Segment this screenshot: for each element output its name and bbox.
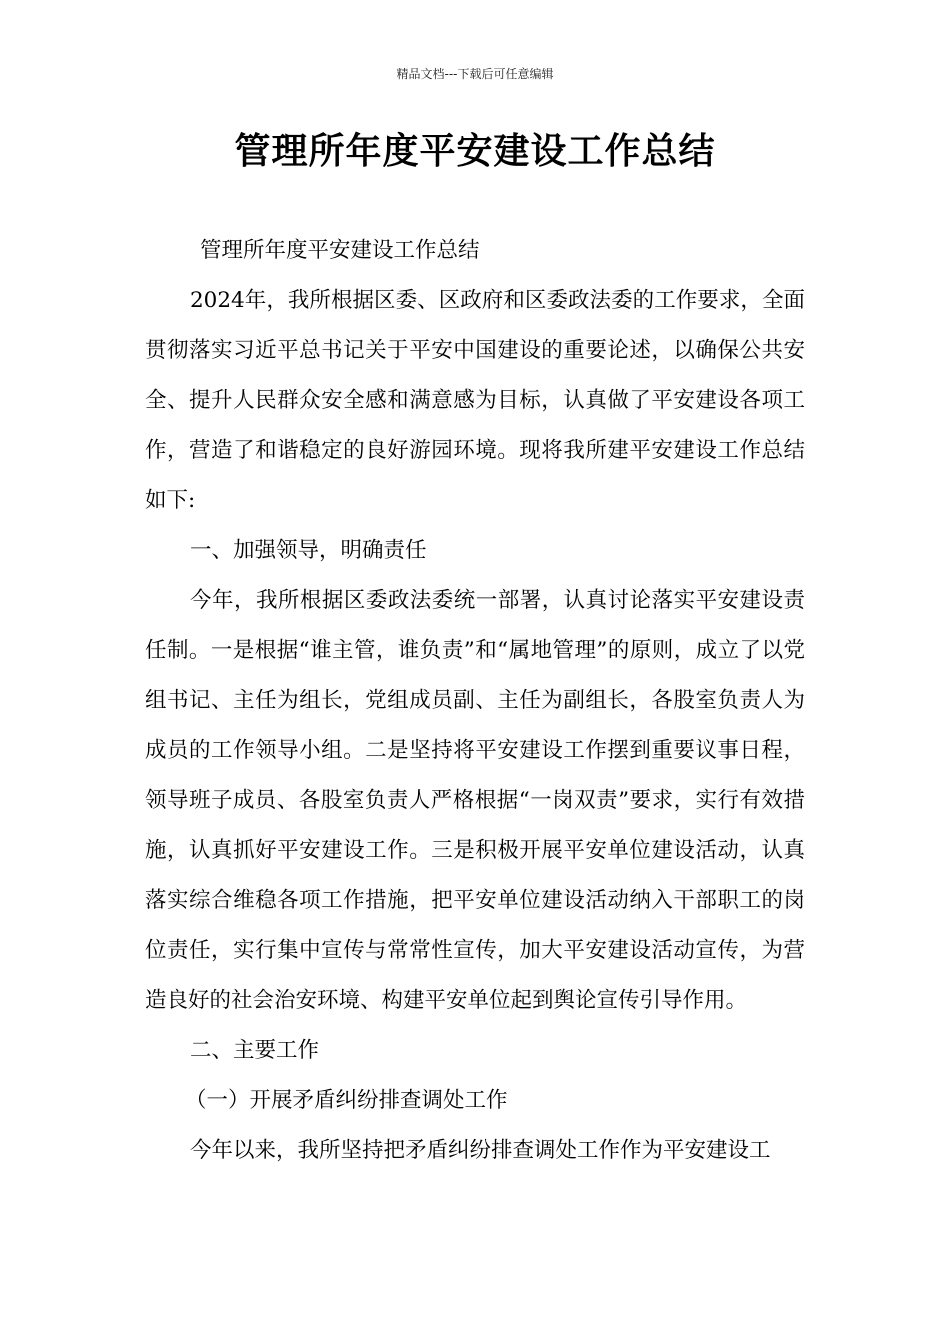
document-body: [145, 226, 805, 1176]
intro-paragraph: 2024年，我所根据区委、区政府和区委政法委的工作要求，全面贯彻落实习近平总书记关于平安中国建设的重要论述，以确保公共安全、提升人民群众安全感和满意感为目标，认真做了平安建设各项工作，营造了和谐稳定的良好游园环境。现将我所建平安建设工作总结如下:: [145, 288, 805, 513]
section-heading-2: 二、主要工作: [190, 1038, 320, 1063]
sub-heading-2-1: （一）开展矛盾纠纷排查调处工作: [185, 1088, 508, 1113]
sub-section-2-1-paragraph: 今年以来，我所坚持把矛盾纠纷排查调处工作作为平安建设工: [190, 1138, 771, 1163]
section-heading-1: 一、加强领导，明确责任: [190, 538, 427, 563]
subtitle-paragraph: 管理所年度平安建设工作总结: [200, 238, 480, 263]
page-header: 精品文档---下载后可任意编辑: [396, 67, 554, 81]
document-title: 管理所年度平安建设工作总结: [234, 131, 716, 172]
section-1-paragraph: 今年，我所根据区委政法委统一部署，认真讨论落实平安建设责任制。一是根据“谁主管，谁负责”和“属地管理”的原则，成立了以党组书记、主任为组长，党组成员副、主任为副组长，各股室负责人为成员的工作领导小组。二是坚持将平安建设工作摆到重要议事日程，领导班子成员、各股室负责人严格根据“一岗双责”要求，实行有效措施，认真抓好平安建设工作。三是积极开展平安单位建设活动，认真落实综合维稳各项工作措施，把平安单位建设活动纳入干部职工的岗位责任，实行集中宣传与常常性宣传，加大平安建设活动宣传，为营造良好的社会治安环境、构建平安单位起到舆论宣传引导作用。: [145, 588, 805, 1013]
